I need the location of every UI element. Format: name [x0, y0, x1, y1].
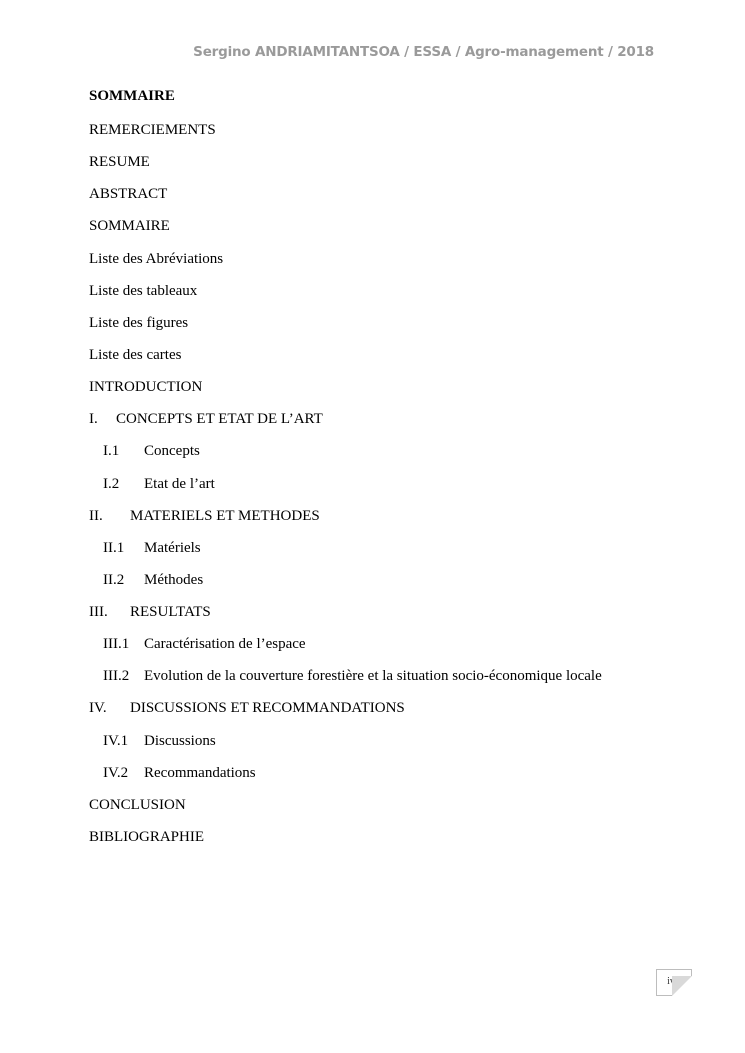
toc-entry-title: Liste des cartes: [89, 347, 182, 363]
toc-entry-title: Liste des tableaux: [89, 283, 198, 299]
toc-entry-title: Concepts: [144, 443, 200, 459]
toc-entry-sommaire[interactable]: [89, 217, 170, 235]
toc-entry-title: Liste des figures: [89, 315, 189, 331]
toc-entry-conclusion[interactable]: [89, 796, 186, 814]
page-number: iv: [667, 976, 675, 987]
toc-entry-remerciements[interactable]: [89, 121, 216, 139]
toc-entry-title: Etat de l’art: [144, 476, 215, 492]
page-number-box: [656, 969, 692, 996]
toc-entry-section-3-1[interactable]: [103, 635, 306, 653]
toc-entry-section-2-2[interactable]: [103, 571, 203, 589]
toc-entry-number: II.: [89, 508, 103, 524]
toc-entry-liste-abreviations[interactable]: [89, 250, 223, 268]
toc-entry-title: REMERCIEMENTS: [89, 122, 216, 138]
toc-entry-title: DISCUSSIONS ET RECOMMANDATIONS: [130, 700, 405, 716]
toc-entry-section-4-2[interactable]: [103, 764, 256, 782]
toc-entry-chapter-2[interactable]: [89, 507, 320, 525]
toc-entry-title: RESULTATS: [130, 604, 211, 620]
toc-entry-number: IV.: [89, 700, 107, 716]
toc-entry-title: Matériels: [144, 540, 201, 556]
toc-entry-chapter-1[interactable]: [89, 410, 323, 428]
toc-entry-number: III.2: [103, 668, 130, 684]
running-header: Sergino ANDRIAMITANTSOA / ESSA / Agro-management / 2018: [193, 44, 654, 60]
toc-entry-title: Caractérisation de l’espace: [144, 636, 306, 652]
toc-entry-title: CONCLUSION: [89, 797, 186, 813]
toc-entry-title: Liste des Abréviations: [89, 251, 224, 267]
toc-entry-number: III.: [89, 604, 108, 620]
toc-entry-title: Discussions: [144, 733, 216, 749]
toc-entry-number: III.1: [103, 636, 130, 652]
toc-entry-number: IV.2: [103, 765, 129, 781]
toc-entry-title: INTRODUCTION: [89, 379, 203, 395]
toc-entry-liste-tableaux[interactable]: [89, 282, 197, 300]
toc-entry-number: I.1: [103, 443, 120, 459]
toc-entry-section-3-2[interactable]: [103, 667, 602, 685]
toc-entry-title: Recommandations: [144, 765, 256, 781]
toc-entry-section-1-2[interactable]: [103, 475, 215, 493]
toc-entry-number: I.: [89, 411, 98, 427]
toc-entry-title: RESUME: [89, 154, 150, 170]
toc-entry-liste-cartes[interactable]: [89, 346, 181, 364]
toc-entry-bibliographie[interactable]: [89, 828, 204, 846]
toc-entry-introduction[interactable]: [89, 378, 202, 396]
toc-entry-section-4-1[interactable]: [103, 732, 216, 750]
toc-entry-section-2-1[interactable]: [103, 539, 201, 557]
toc-entry-title: ABSTRACT: [89, 186, 168, 202]
toc-entry-number: I.2: [103, 476, 120, 492]
toc-entry-title: Evolution de la couverture forestière et la situation socio-économique locale: [144, 668, 602, 684]
toc-entry-title: SOMMAIRE: [89, 218, 170, 234]
toc-entry-number: IV.1: [103, 733, 129, 749]
toc-entry-title: CONCEPTS ET ETAT DE L’ART: [116, 411, 323, 427]
toc-entry-title: MATERIELS ET METHODES: [130, 508, 320, 524]
page-fold-corner: [672, 976, 692, 996]
toc-entry-number: II.1: [103, 540, 125, 556]
toc-entry-number: II.2: [103, 572, 125, 588]
toc-entry-chapter-4[interactable]: [89, 699, 405, 717]
toc-entry-section-1-1[interactable]: [103, 442, 200, 460]
toc-heading: SOMMAIRE: [89, 88, 175, 104]
toc-entry-title: Méthodes: [144, 572, 204, 588]
toc-entry-liste-figures[interactable]: [89, 314, 188, 332]
toc-entry-title: BIBLIOGRAPHIE: [89, 829, 204, 845]
toc-entry-abstract[interactable]: [89, 185, 167, 203]
toc-entry-chapter-3[interactable]: [89, 603, 211, 621]
toc-entry-resume[interactable]: [89, 153, 150, 171]
